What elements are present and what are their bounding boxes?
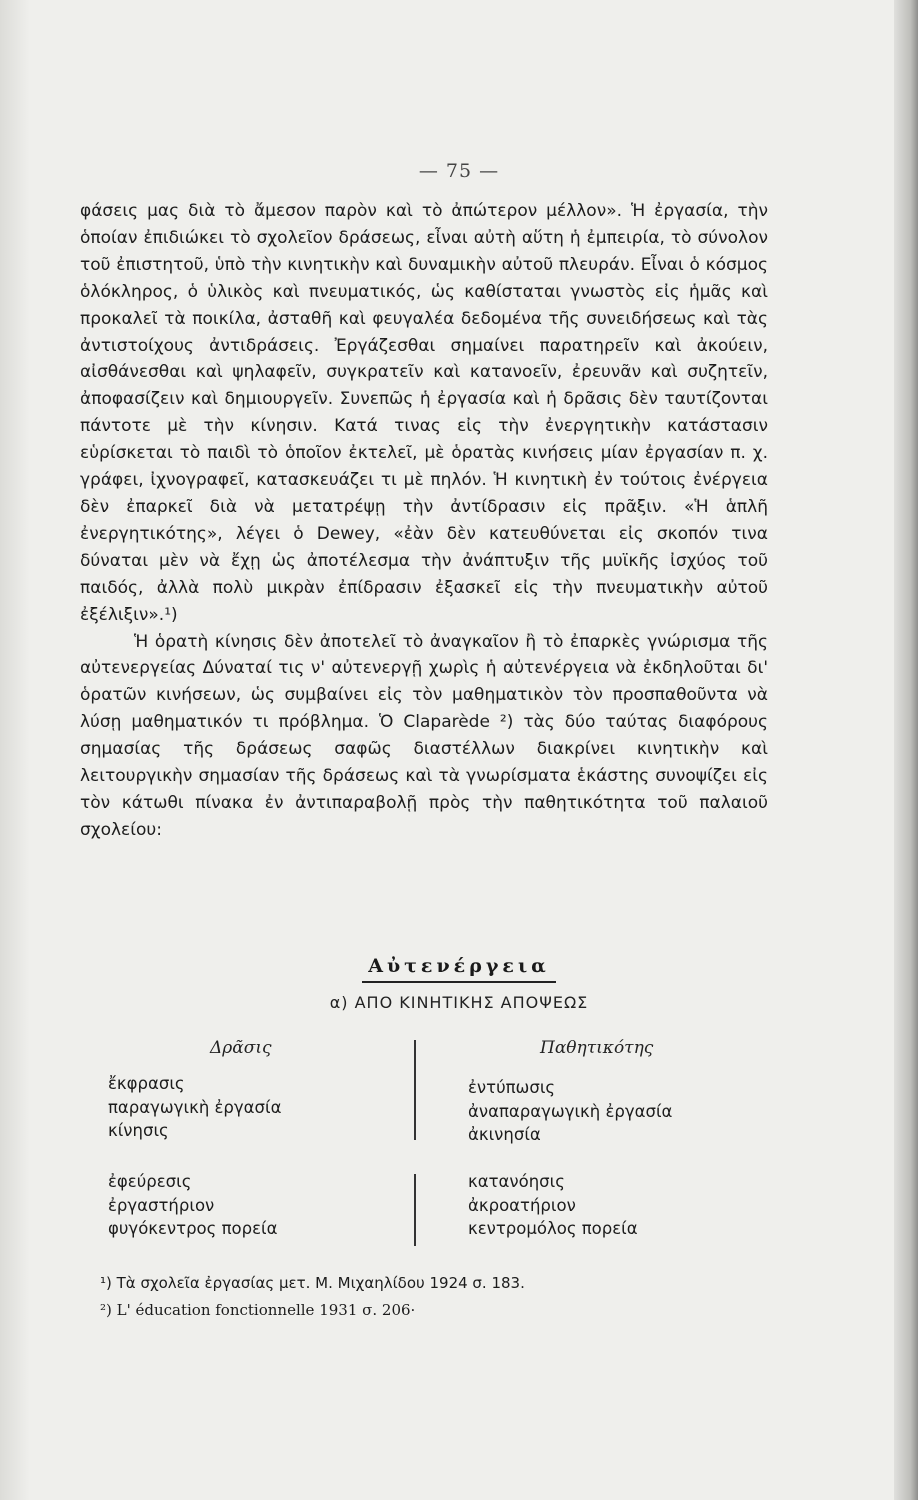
footnotes <box>100 1270 780 1324</box>
body-text <box>80 198 768 844</box>
footnote-1: ¹) Τὰ σχολεῖα ἐργασίας μετ. Μ. Μιχαηλίδου 1924 σ. 183. <box>100 1274 525 1292</box>
column-divider-2 <box>414 1174 416 1246</box>
left-column-header: Δρᾶσις <box>210 1038 272 1058</box>
left-list-group-2 <box>108 1170 277 1241</box>
paragraph-2: Ἡ ὁρατὴ κίνησις δὲν ἀποτελεῖ τὸ ἀναγκαῖον ἢ τὸ ἐπαρκὲς γνώρισμα τῆς αὐτενεργείας Δύναταί τις ν' αὐτενεργῇ χωρὶς ἡ αὐτενέργεια νὰ ἐκδηλοῦται δι' ὁρατῶν κινήσεων, ὡς συμβαίνει εἰς τὸν μαθηματικὸν τὸν προσπαθοῦντα νὰ λύσῃ μαθηματικόν τι πρόβλημα. Ὁ Claparède ²) τὰς δύο ταύτας διαφόρους σημασίας τῆς δράσεως σαφῶς διαστέλλων διακρίνει κινητικὴν καὶ λειτουργικὴν σημασίαν τῆς δράσεως καὶ τὰ γνωρίσματα ἑκάστης συνοψίζει εἰς τὸν κάτωθι πίνακα ἐν ἀντιπαραβολῇ πρὸς τὴν παθητικότητα τοῦ παλαιοῦ σχολείου: <box>80 631 768 840</box>
list-item: ἀκινησία <box>468 1125 541 1144</box>
page-right-edge <box>894 0 918 1500</box>
list-item: κεντρομόλος πορεία <box>468 1219 638 1238</box>
list-item: ἐντύπωσις <box>468 1078 556 1097</box>
list-item: παραγωγικὴ ἐργασία <box>108 1097 282 1117</box>
column-divider-1 <box>414 1040 416 1140</box>
list-item: ἐργαστήριον <box>108 1195 215 1215</box>
footnote-2: ²) L' éducation fonctionnelle 1931 σ. 206· <box>100 1301 416 1319</box>
right-column-header: Παθητικότης <box>540 1038 654 1058</box>
right-list-group-1 <box>468 1076 672 1147</box>
list-item: ἔκφρασις <box>108 1074 185 1093</box>
list-item: ἀκροατήριον <box>468 1195 576 1215</box>
paragraph-1: φάσεις μας διὰ τὸ ἄμεσον παρὸν καὶ τὸ ἀπώτερον μέλλον». Ἡ ἐργασία, τὴν ὁποίαν ἐπιδιώκει τὸ σχολεῖον δράσεως, εἶναι αὐτὴ αὕτη ἡ ἐμπειρία, τὸ σύνολον τοῦ ἐπιστητοῦ, ὑπὸ τὴν κινητικὴν καὶ δυναμικὴν αὐτοῦ πλευράν. Εἶναι ὁ κόσμος ὁλόκληρος, ὁ ὑλικὸς καὶ πνευματικός, ὡς καθίσταται γνωστὸς εἰς ἡμᾶς καὶ προκαλεῖ τὰ ποικίλα, ἀσταθῆ καὶ φευγαλέα δεδομένα τῆς συνειδήσεως καὶ τὰς ἀντιστοίχους ἀντιδράσεις. Ἐργάζεσθαι σημαίνει παρατηρεῖν καὶ ἀκούειν, αἰσθάνεσθαι καὶ ψηλαφεῖν, συγκρατεῖν καὶ κατανοεῖν, ἐρευνᾶν καὶ συζητεῖν, ἀποφασίζειν καὶ δημιουργεῖν. Συνεπῶς ἡ ἐργασία καὶ ἡ δρᾶσις δὲν ταυτίζονται πάντοτε μὲ τὴν κίνησιν. Κατά τινας εἰς τὴν ἐνεργητικὴν κατάστασιν εὑρίσκεται τὸ παιδὶ τὸ ὁποῖον ἐκτελεῖ, μὲ ὁρατὰς κινήσεις μίαν ἐργασίαν π. χ. γράφει, ἰχνογραφεῖ, κατασκευάζει τι μὲ πηλόν. Ἡ κινητικὴ ἐν τούτοις ἐνέργεια δὲν ἐπαρκεῖ διὰ νὰ μετατρέψῃ τὴν ἀντίδρασιν εἰς πρᾶξιν. «Ἡ ἁπλῆ ἐνεργητικότης», λέγει ὁ Dewey, «ἐὰν δὲν κατευθύνεται εἰς σκοπόν τινα δύναται μὲν νὰ ἔχῃ ὡς ἀποτέλεσμα τὴν ἀνάπτυξιν τῆς μυϊκῆς ἰσχύος τοῦ παιδός, ἀλλὰ πολὺ μικρὰν ἐπίδρασιν ἐξασκεῖ εἰς τὴν πνευματικὴν αὐτοῦ ἐξέλιξιν».¹) <box>80 201 768 625</box>
table-subtitle: α) ΑΠΟ ΚΙΝΗΤΙΚΗΣ ΑΠΟΨΕΩΣ <box>329 993 589 1012</box>
table-title-text: Αὐτενέργεια <box>362 955 556 983</box>
list-item: ἀναπαραγωγικὴ ἐργασία <box>468 1101 673 1121</box>
list-item: κατανόησις <box>468 1172 565 1191</box>
right-list-group-2 <box>468 1170 638 1241</box>
list-item: κίνησις <box>108 1121 169 1140</box>
page-left-shadow <box>0 0 30 1500</box>
page-number: — 75 — <box>418 160 500 182</box>
left-list-group-1 <box>108 1072 281 1143</box>
list-item: φυγόκεντρος πορεία <box>108 1219 278 1238</box>
table-title <box>0 955 918 977</box>
list-item: ἐφεύρεσις <box>108 1172 192 1191</box>
